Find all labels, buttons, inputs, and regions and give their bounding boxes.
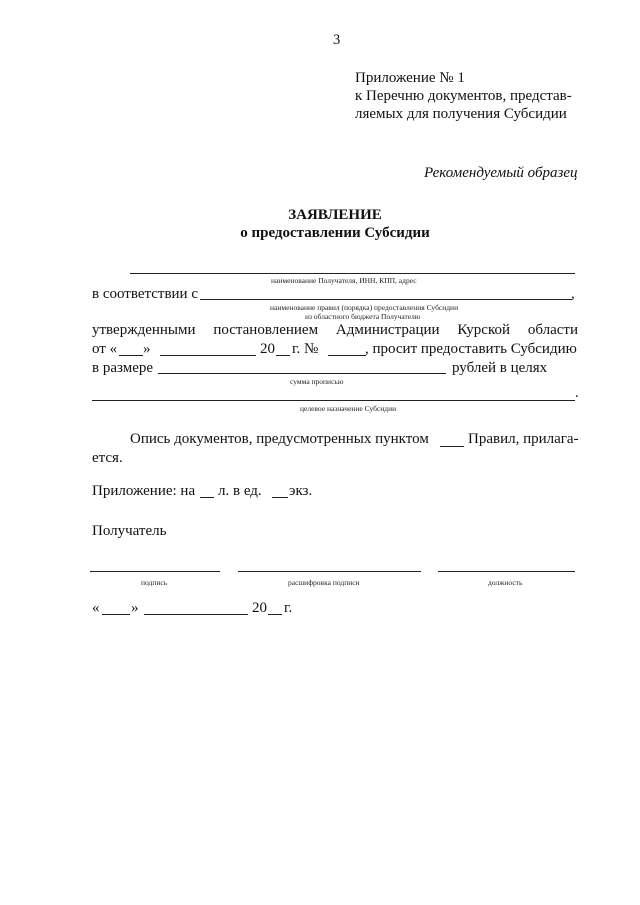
- date-month-line: [144, 614, 248, 615]
- request-text: , просит предоставить Субсидию: [365, 341, 577, 357]
- inventory-text-1: Опись документов, предусмотренных пунктом: [130, 431, 429, 447]
- recipient-label: Получатель: [92, 523, 167, 539]
- date-year: 20: [252, 600, 267, 616]
- word-resolution: постановлением: [213, 322, 319, 338]
- from-day-line: [119, 355, 143, 356]
- attachment-label: Приложение: на: [92, 483, 196, 499]
- rules-caption-2: из областного бюджета Получателю: [305, 312, 421, 321]
- attachment-units: л. в ед.: [218, 483, 262, 499]
- approved-line: [92, 322, 578, 339]
- appendix-line-1: Приложение № 1: [355, 70, 465, 86]
- appendix-line-2: к Перечню документов, представ-: [355, 88, 572, 104]
- appendix-line-3: ляемых для получения Субсидии: [355, 106, 567, 122]
- position-line: [438, 571, 575, 572]
- signature-decode-line: [238, 571, 421, 572]
- signature-caption: подпись: [141, 578, 168, 587]
- inventory-clause-line: [440, 446, 464, 447]
- purpose-field-line: [92, 400, 575, 401]
- attachment-copies-line: [272, 497, 288, 498]
- signature-line: [90, 571, 220, 572]
- attachment-sheets-line: [200, 497, 214, 498]
- inventory-text-3: ется.: [92, 450, 123, 466]
- recommended-sample: Рекомендуемый образец: [424, 165, 578, 181]
- according-comma: ,: [571, 286, 575, 302]
- rules-caption-1: наименование правил (порядка) предоставления Субсидии: [270, 303, 459, 312]
- according-label: в соответствии с: [92, 286, 198, 302]
- signature-decode-caption: расшифровка подписи: [288, 578, 360, 587]
- date-year-line: [268, 614, 282, 615]
- date-open: «: [92, 600, 100, 616]
- amount-suffix: рублей в целях: [452, 360, 548, 376]
- from-prefix: от «: [92, 341, 118, 357]
- inventory-text-2: Правил, прилага-: [468, 431, 579, 447]
- position-caption: должность: [488, 578, 523, 587]
- purpose-caption: целевое назначение Субсидии: [300, 404, 397, 413]
- number-line: [328, 355, 366, 356]
- amount-label: в размере: [92, 360, 154, 376]
- amount-caption: сумма прописью: [290, 377, 344, 386]
- date-suffix: г.: [284, 600, 293, 616]
- year-prefix: 20: [260, 341, 275, 357]
- attachment-copies: экз.: [289, 483, 313, 499]
- document-title: ЗАЯВЛЕНИЕ: [288, 207, 382, 223]
- date-close: »: [131, 600, 139, 616]
- recipient-caption: наименование Получателя, ИНН, КПП, адрес: [271, 276, 417, 285]
- document-subtitle: о предоставлении Субсидии: [240, 225, 430, 241]
- word-kursk: Курской: [457, 322, 510, 338]
- word-administration: Администрации: [335, 322, 440, 338]
- amount-field-line: [158, 373, 446, 374]
- date-day-line: [102, 614, 130, 615]
- word-approved: утвержденными: [92, 322, 196, 338]
- recipient-field-line: [130, 273, 575, 274]
- year-line: [276, 355, 290, 356]
- from-quote-close: »: [143, 341, 151, 357]
- year-suffix: г. №: [292, 341, 319, 357]
- rules-field-line: [200, 299, 572, 300]
- page-number: 3: [333, 32, 341, 48]
- word-region: области: [527, 322, 578, 338]
- from-month-line: [160, 355, 256, 356]
- purpose-period: .: [575, 385, 579, 401]
